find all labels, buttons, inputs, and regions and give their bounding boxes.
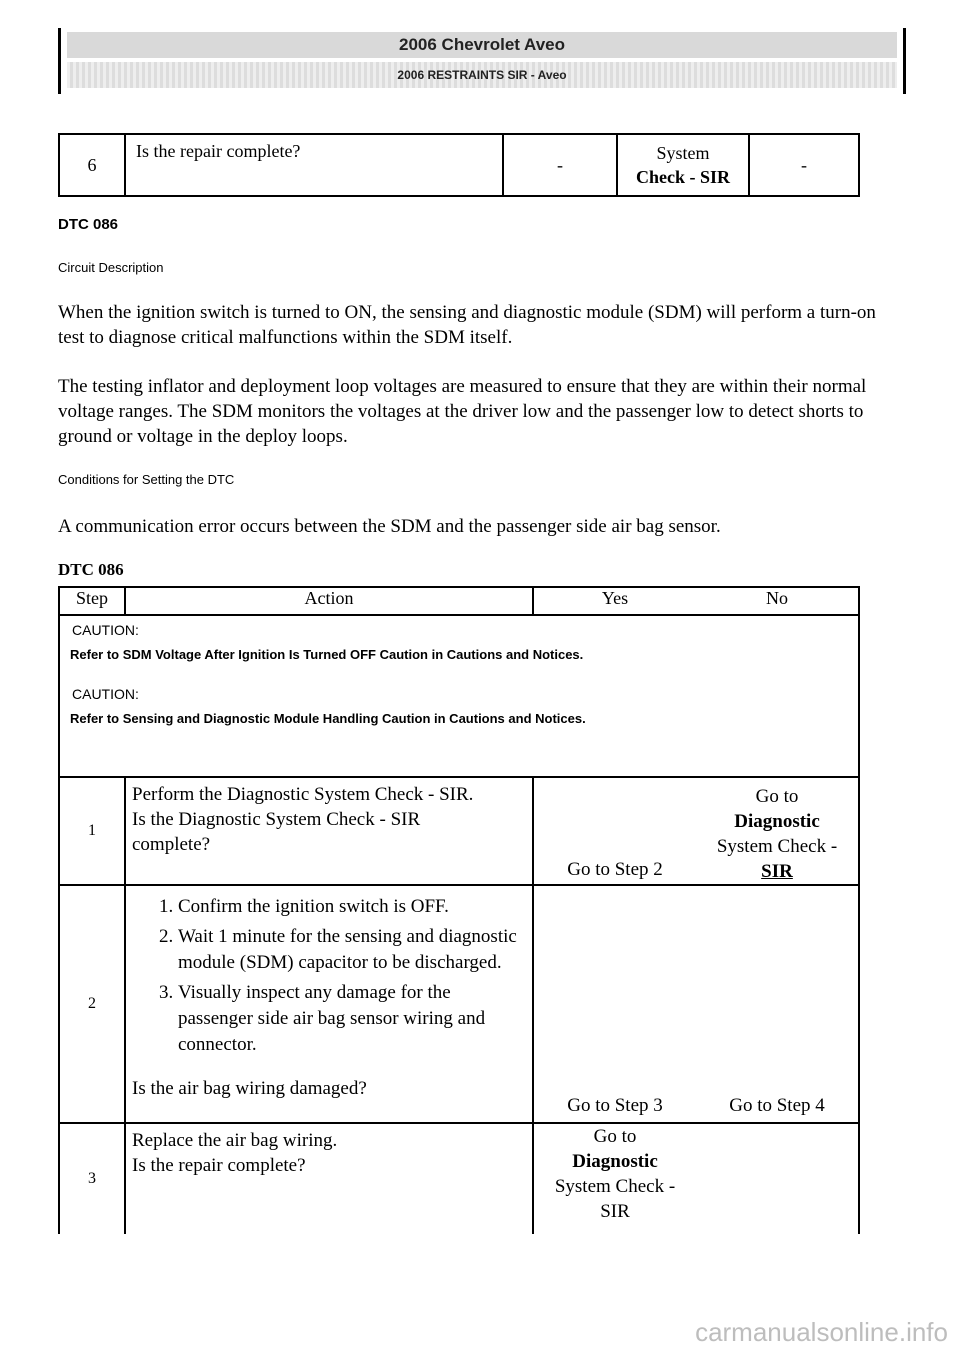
caution-cell: [59, 615, 859, 777]
caution-row: [59, 615, 859, 777]
diagnostic-table: [58, 586, 860, 1234]
step-3-number: 3: [59, 1123, 125, 1234]
caution-1-text: Refer to SDM Voltage After Ignition Is Turned OFF Caution in Cautions and Notices.: [70, 647, 584, 662]
circuit-paragraph-1: When the ignition switch is turned to ON, the sensing and diagnostic module (SDM) will perform a turn-on test to diagnose critical malfunctions within the SDM itself.: [58, 302, 876, 348]
circuit-paragraph-2: The testing inflator and deployment loop voltages are measured to ensure that they are within their normal voltage ranges. The SDM monitors the voltages at the driver low and the passenger low to detect shorts to ground or voltage in the deploy loops.: [58, 376, 867, 447]
step-1-no-line-3: System Check -: [716, 836, 838, 857]
step-1-instruction: Perform the Diagnostic System Check - SIR.: [132, 784, 474, 805]
step-3-instruction: Replace the air bag wiring.: [132, 1130, 338, 1151]
step-2-yes: Go to Step 3: [533, 885, 696, 1123]
step-1-yes: Go to Step 2: [533, 777, 696, 885]
step-1-no-link[interactable]: SIR: [761, 861, 793, 882]
step-1-action: [125, 777, 533, 885]
step-3-no: [696, 1123, 859, 1234]
step-1-no: [696, 777, 859, 885]
conditions-heading: Conditions for Setting the DTC: [58, 472, 235, 487]
step-2-item: 1. Confirm the ignition switch is OFF.: [178, 894, 526, 920]
step-3-yes-line-2: Diagnostic: [572, 1151, 658, 1172]
step-3-action: [125, 1123, 533, 1234]
no-cell: [617, 134, 749, 196]
circuit-heading: Circuit Description: [58, 260, 164, 275]
header-no: No: [696, 587, 859, 615]
caution-2-heading: CAUTION:: [72, 686, 139, 702]
step-2-item: 3. Visually inspect any damage for the passenger side air bag sensor wiring and connector.: [178, 980, 526, 1058]
previous-table-fragment: [58, 133, 860, 197]
step-3-question: Is the repair complete?: [132, 1155, 306, 1176]
step-1-no-line-1: Go to: [755, 786, 799, 807]
page-header: [58, 28, 906, 94]
yes-cell: -: [503, 134, 617, 196]
table-row-step-1: [59, 777, 859, 885]
table-row: [59, 134, 859, 196]
header-action: Action: [125, 587, 533, 615]
step-2-list: [132, 894, 526, 1058]
step-2-no: Go to Step 4: [696, 885, 859, 1123]
header-step: Step: [59, 587, 125, 615]
extra-cell: -: [749, 134, 859, 196]
table-title: DTC 086: [58, 560, 124, 579]
step-2-number: 2: [59, 885, 125, 1123]
no-line-1: System: [656, 143, 710, 163]
step-1-question: Is the Diagnostic System Check - SIR complete?: [132, 809, 421, 855]
step-3-yes-line-4: SIR: [600, 1201, 630, 1222]
step-2-action: [125, 885, 533, 1123]
conditions-paragraph: A communication error occurs between the SDM and the passenger side air bag sensor.: [58, 516, 721, 537]
caution-1-heading: CAUTION:: [72, 622, 139, 638]
header-yes: Yes: [533, 587, 696, 615]
table-row-step-2: [59, 885, 859, 1123]
step-3-yes-line-3: System Check -: [554, 1176, 676, 1197]
header-title: 2006 Chevrolet Aveo: [67, 32, 897, 58]
table-row-step-3: [59, 1123, 859, 1234]
table-header-row: [59, 587, 859, 615]
no-line-2: Check - SIR: [635, 167, 730, 187]
watermark: carmanualsonline.info: [695, 1317, 948, 1347]
step-2-question: Is the air bag wiring damaged?: [132, 1078, 367, 1099]
caution-2-text: Refer to Sensing and Diagnostic Module Handling Caution in Cautions and Notices.: [70, 711, 586, 726]
action-cell: Is the repair complete?: [125, 134, 503, 196]
step-1-no-line-2: Diagnostic: [734, 811, 820, 832]
dtc-title: DTC 086: [58, 216, 119, 233]
step-cell: 6: [59, 134, 125, 196]
step-2-item: 2. Wait 1 minute for the sensing and diagnostic module (SDM) capacitor to be discharged.: [178, 924, 526, 976]
step-1-number: 1: [59, 777, 125, 885]
header-subtitle: 2006 RESTRAINTS SIR - Aveo: [67, 62, 897, 88]
step-3-yes: [533, 1123, 696, 1234]
step-3-yes-line-1: Go to: [593, 1126, 637, 1147]
